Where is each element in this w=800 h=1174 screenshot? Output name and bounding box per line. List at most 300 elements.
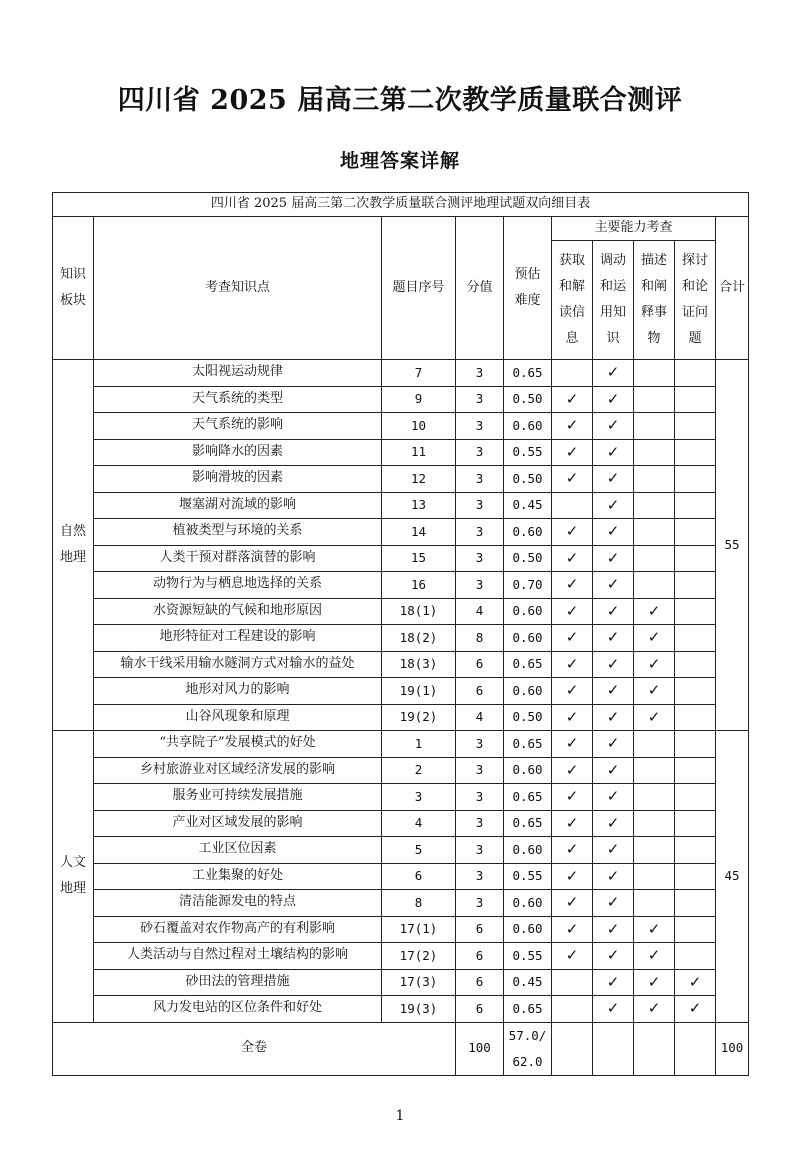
ability-3-cell: [634, 386, 675, 413]
check-mark-icon: ✓: [606, 522, 620, 541]
check-mark-icon: ✓: [565, 389, 579, 408]
knowledge-point: 影响滑坡的因素: [94, 466, 382, 493]
human-total: 45: [716, 731, 749, 1023]
ability-2-cell: [593, 598, 634, 625]
table-row: [53, 413, 749, 440]
score-value: 3: [456, 757, 504, 784]
ability-2-cell: [593, 969, 634, 996]
header-difficulty-text: 预估 难度: [514, 267, 541, 308]
ability-3-cell: [634, 678, 675, 705]
natural-total: 55: [716, 360, 749, 731]
check-mark-icon: ✓: [565, 522, 579, 541]
knowledge-point: 人类干预对群落演替的影响: [94, 545, 382, 572]
check-mark-icon: ✓: [565, 416, 579, 435]
check-mark-icon: ✓: [565, 681, 579, 700]
question-number: 1: [382, 731, 456, 758]
check-mark-icon: ✓: [647, 972, 661, 991]
difficulty-value: 0.45: [504, 492, 552, 519]
score-value: 6: [456, 678, 504, 705]
check-mark-icon: ✓: [606, 654, 620, 673]
check-mark-icon: ✓: [565, 760, 579, 779]
check-mark-icon: ✓: [606, 893, 620, 912]
score-value: 6: [456, 651, 504, 678]
knowledge-point: 堰塞湖对流域的影响: [94, 492, 382, 519]
check-mark-icon: ✓: [647, 919, 661, 938]
ability-1-cell: [552, 598, 593, 625]
ability-4-cell: [675, 969, 716, 996]
difficulty-value: 0.60: [504, 757, 552, 784]
ability-4-cell: [675, 360, 716, 387]
score-value: 6: [456, 916, 504, 943]
header-block: [53, 217, 94, 360]
question-number: 18(1): [382, 598, 456, 625]
table-row: [53, 890, 749, 917]
score-value: 3: [456, 890, 504, 917]
check-mark-icon: ✓: [606, 495, 620, 514]
difficulty-value: 0.50: [504, 545, 552, 572]
question-number: 4: [382, 810, 456, 837]
ability-2-cell: [593, 810, 634, 837]
ability-3-cell: [634, 943, 675, 970]
check-mark-icon: ✓: [565, 866, 579, 885]
ability-3-cell: [634, 731, 675, 758]
ability-3-cell: [634, 863, 675, 890]
table-row: [53, 572, 749, 599]
knowledge-point: 产业对区域发展的影响: [94, 810, 382, 837]
question-number: 11: [382, 439, 456, 466]
check-mark-icon: ✓: [688, 999, 702, 1018]
ability-3-cell: [634, 996, 675, 1023]
ability-3-cell: [634, 704, 675, 731]
score-value: 4: [456, 598, 504, 625]
table-row: [53, 943, 749, 970]
ability-1-cell: [552, 731, 593, 758]
ability-2-cell: [593, 625, 634, 652]
score-value: 3: [456, 784, 504, 811]
difficulty-value: 0.60: [504, 837, 552, 864]
ability-3-cell: [634, 890, 675, 917]
ability-3-cell: [634, 598, 675, 625]
ability-3-cell: [634, 439, 675, 466]
difficulty-value: 0.55: [504, 943, 552, 970]
footer-difficulty: [504, 1022, 552, 1075]
difficulty-value: 0.60: [504, 890, 552, 917]
score-value: 3: [456, 386, 504, 413]
header-question: 题目序号: [382, 217, 456, 360]
table-row: [53, 545, 749, 572]
ability-1-cell: [552, 413, 593, 440]
ability-4-cell: [675, 890, 716, 917]
ability-4-cell: [675, 572, 716, 599]
ability-1-cell: [552, 466, 593, 493]
check-mark-icon: ✓: [606, 548, 620, 567]
ability-4-cell: [675, 916, 716, 943]
knowledge-point: 地形对风力的影响: [94, 678, 382, 705]
ability-3-cell: [634, 810, 675, 837]
check-mark-icon: ✓: [606, 972, 620, 991]
table-row: [53, 651, 749, 678]
ability-1-cell: [552, 784, 593, 811]
table-row: [53, 996, 749, 1023]
ability-3-cell: [634, 519, 675, 546]
header-point: 考查知识点: [94, 217, 382, 360]
question-number: 19(2): [382, 704, 456, 731]
table-row: [53, 784, 749, 811]
check-mark-icon: ✓: [606, 389, 620, 408]
ability-4-cell: [675, 784, 716, 811]
knowledge-point: 清洁能源发电的特点: [94, 890, 382, 917]
ability-1-cell: [552, 651, 593, 678]
header-ability-3: [634, 241, 675, 360]
question-number: 17(2): [382, 943, 456, 970]
question-number: 6: [382, 863, 456, 890]
check-mark-icon: ✓: [565, 893, 579, 912]
check-mark-icon: ✓: [606, 999, 620, 1018]
score-value: 6: [456, 943, 504, 970]
knowledge-point: 水资源短缺的气候和地形原因: [94, 598, 382, 625]
ability-4-cell: [675, 810, 716, 837]
ability-4-cell: [675, 519, 716, 546]
question-number: 19(1): [382, 678, 456, 705]
human-block-label: [53, 731, 94, 1023]
ability-4-cell: [675, 492, 716, 519]
ability-2-cell: [593, 704, 634, 731]
ability-2-cell: [593, 439, 634, 466]
check-mark-icon: ✓: [565, 787, 579, 806]
question-number: 17(3): [382, 969, 456, 996]
ability-4-cell: [675, 731, 716, 758]
footer-total: 100: [716, 1022, 749, 1075]
header-ability-2-text: 调动 和运 用知 识: [599, 253, 626, 346]
ability-1-cell: [552, 757, 593, 784]
ability-4-cell: [675, 386, 716, 413]
score-value: 3: [456, 360, 504, 387]
header-ability-3-text: 描述 和阐 释事 物: [640, 253, 667, 346]
ability-4-cell: [675, 413, 716, 440]
document-title: 四川省 2025 届高三第二次教学质量联合测评: [117, 85, 683, 116]
table-row: [53, 731, 749, 758]
check-mark-icon: ✓: [606, 813, 620, 832]
knowledge-point: 乡村旅游业对区域经济发展的影响: [94, 757, 382, 784]
check-mark-icon: ✓: [647, 654, 661, 673]
score-value: 3: [456, 439, 504, 466]
difficulty-value: 0.65: [504, 810, 552, 837]
document-subtitle: 地理答案详解: [339, 150, 460, 172]
check-mark-icon: ✓: [565, 734, 579, 753]
question-number: 12: [382, 466, 456, 493]
difficulty-value: 0.65: [504, 360, 552, 387]
ability-2-cell: [593, 731, 634, 758]
table-caption: 四川省 2025 届高三第二次教学质量联合测评地理试题双向细目表: [53, 193, 749, 217]
ability-1-cell: [552, 704, 593, 731]
difficulty-value: 0.65: [504, 996, 552, 1023]
table-body: [53, 360, 749, 1023]
human-block-label-text: 人文 地理: [59, 855, 86, 897]
table-row: [53, 519, 749, 546]
table-row: [53, 360, 749, 387]
ability-3-cell: [634, 360, 675, 387]
check-mark-icon: ✓: [647, 628, 661, 647]
ability-4-cell: [675, 466, 716, 493]
header-ability-group: 主要能力考查: [552, 217, 716, 241]
check-mark-icon: ✓: [647, 601, 661, 620]
ability-2-cell: [593, 466, 634, 493]
knowledge-point: 砂石覆盖对农作物高产的有利影响: [94, 916, 382, 943]
ability-2-cell: [593, 386, 634, 413]
check-mark-icon: ✓: [565, 813, 579, 832]
check-mark-icon: ✓: [565, 628, 579, 647]
ability-2-cell: [593, 678, 634, 705]
check-mark-icon: ✓: [606, 760, 620, 779]
question-number: 18(3): [382, 651, 456, 678]
check-mark-icon: ✓: [565, 707, 579, 726]
score-value: 6: [456, 969, 504, 996]
difficulty-value: 0.65: [504, 784, 552, 811]
check-mark-icon: ✓: [606, 575, 620, 594]
ability-1-cell: [552, 943, 593, 970]
knowledge-point: 工业区位因素: [94, 837, 382, 864]
ability-3-cell: [634, 784, 675, 811]
check-mark-icon: ✓: [647, 946, 661, 965]
score-value: 3: [456, 519, 504, 546]
check-mark-icon: ✓: [565, 601, 579, 620]
header-block-text: 知识 板块: [59, 267, 86, 308]
difficulty-value: 0.60: [504, 625, 552, 652]
score-value: 8: [456, 625, 504, 652]
score-value: 3: [456, 545, 504, 572]
difficulty-value: 0.55: [504, 863, 552, 890]
knowledge-point: 工业集聚的好处: [94, 863, 382, 890]
check-mark-icon: ✓: [606, 787, 620, 806]
score-value: 4: [456, 704, 504, 731]
ability-2-cell: [593, 757, 634, 784]
question-number: 2: [382, 757, 456, 784]
question-number: 10: [382, 413, 456, 440]
ability-4-cell: [675, 943, 716, 970]
check-mark-icon: ✓: [606, 628, 620, 647]
difficulty-value: 0.60: [504, 598, 552, 625]
check-mark-icon: ✓: [647, 999, 661, 1018]
natural-block-label-text: 自然 地理: [59, 524, 86, 565]
difficulty-value: 0.50: [504, 466, 552, 493]
header-ability-4-text: 探讨 和论 证问 题: [681, 253, 708, 346]
question-number: 5: [382, 837, 456, 864]
score-value: 6: [456, 996, 504, 1023]
ability-4-cell: [675, 678, 716, 705]
ability-2-cell: [593, 996, 634, 1023]
question-number: 15: [382, 545, 456, 572]
page-number: 1: [395, 1108, 405, 1124]
ability-2-cell: [593, 784, 634, 811]
header-ability-1-text: 获取 和解 读信 息: [558, 253, 585, 346]
check-mark-icon: ✓: [565, 946, 579, 965]
footer-difficulty-text: 57.0/ 62.0: [508, 1027, 547, 1069]
difficulty-value: 0.60: [504, 916, 552, 943]
table-row: [53, 678, 749, 705]
table-row: [53, 466, 749, 493]
header-total: 合计: [716, 217, 749, 360]
question-number: 16: [382, 572, 456, 599]
score-value: 3: [456, 466, 504, 493]
ability-4-cell: [675, 598, 716, 625]
ability-3-cell: [634, 651, 675, 678]
knowledge-point: 山谷风现象和原理: [94, 704, 382, 731]
question-number: 19(3): [382, 996, 456, 1023]
table-row: [53, 810, 749, 837]
ability-2-cell: [593, 651, 634, 678]
difficulty-value: 0.70: [504, 572, 552, 599]
natural-block-label: [53, 360, 94, 731]
knowledge-point: 人类活动与自然过程对土壤结构的影响: [94, 943, 382, 970]
check-mark-icon: ✓: [606, 734, 620, 753]
ability-4-cell: [675, 439, 716, 466]
ability-1-cell: [552, 572, 593, 599]
check-mark-icon: ✓: [606, 866, 620, 885]
check-mark-icon: ✓: [565, 575, 579, 594]
ability-3-cell: [634, 545, 675, 572]
knowledge-point: 太阳视运动规律: [94, 360, 382, 387]
score-value: 3: [456, 731, 504, 758]
ability-2-cell: [593, 492, 634, 519]
footer-ability-4: [675, 1022, 716, 1075]
table-row: [53, 704, 749, 731]
ability-1-cell: [552, 996, 593, 1023]
footer-score: 100: [456, 1022, 504, 1075]
check-mark-icon: ✓: [606, 707, 620, 726]
difficulty-value: 0.65: [504, 651, 552, 678]
question-number: 9: [382, 386, 456, 413]
table-row: [53, 916, 749, 943]
ability-2-cell: [593, 837, 634, 864]
ability-1-cell: [552, 863, 593, 890]
header-ability-4: [675, 241, 716, 360]
ability-3-cell: [634, 492, 675, 519]
check-mark-icon: ✓: [606, 601, 620, 620]
check-mark-icon: ✓: [565, 654, 579, 673]
question-number: 3: [382, 784, 456, 811]
check-mark-icon: ✓: [565, 548, 579, 567]
check-mark-icon: ✓: [606, 919, 620, 938]
ability-3-cell: [634, 572, 675, 599]
question-number: 13: [382, 492, 456, 519]
ability-2-cell: [593, 863, 634, 890]
difficulty-value: 0.50: [504, 704, 552, 731]
table-row: [53, 625, 749, 652]
check-mark-icon: ✓: [606, 469, 620, 488]
ability-4-cell: [675, 757, 716, 784]
ability-4-cell: [675, 704, 716, 731]
footer-label: 全卷: [53, 1022, 456, 1075]
difficulty-value: 0.60: [504, 413, 552, 440]
header-ability-1: [552, 241, 593, 360]
check-mark-icon: ✓: [606, 681, 620, 700]
check-mark-icon: ✓: [606, 840, 620, 859]
difficulty-value: 0.50: [504, 386, 552, 413]
knowledge-point: 服务业可持续发展措施: [94, 784, 382, 811]
knowledge-point: “共享院子”发展模式的好处: [94, 731, 382, 758]
ability-2-cell: [593, 519, 634, 546]
footer-ability-1: [552, 1022, 593, 1075]
footer-ability-3: [634, 1022, 675, 1075]
ability-3-cell: [634, 413, 675, 440]
knowledge-point: 动物行为与栖息地选择的关系: [94, 572, 382, 599]
check-mark-icon: ✓: [606, 416, 620, 435]
ability-3-cell: [634, 625, 675, 652]
ability-1-cell: [552, 360, 593, 387]
check-mark-icon: ✓: [565, 919, 579, 938]
ability-1-cell: [552, 890, 593, 917]
ability-3-cell: [634, 916, 675, 943]
check-mark-icon: ✓: [606, 442, 620, 461]
ability-3-cell: [634, 466, 675, 493]
question-number: 18(2): [382, 625, 456, 652]
ability-1-cell: [552, 492, 593, 519]
knowledge-point: 输水干线采用输水隧洞方式对输水的益处: [94, 651, 382, 678]
table-row: [53, 598, 749, 625]
header-difficulty: [504, 217, 552, 360]
knowledge-point: 天气系统的类型: [94, 386, 382, 413]
ability-2-cell: [593, 890, 634, 917]
table-row: [53, 837, 749, 864]
question-number: 7: [382, 360, 456, 387]
ability-3-cell: [634, 969, 675, 996]
question-number: 8: [382, 890, 456, 917]
ability-1-cell: [552, 386, 593, 413]
knowledge-point: 砂田法的管理措施: [94, 969, 382, 996]
knowledge-point: 地形特征对工程建设的影响: [94, 625, 382, 652]
ability-2-cell: [593, 360, 634, 387]
table-row: [53, 969, 749, 996]
knowledge-point: 植被类型与环境的关系: [94, 519, 382, 546]
check-mark-icon: ✓: [606, 946, 620, 965]
difficulty-value: 0.55: [504, 439, 552, 466]
check-mark-icon: ✓: [688, 972, 702, 991]
ability-1-cell: [552, 916, 593, 943]
ability-3-cell: [634, 757, 675, 784]
score-value: 3: [456, 492, 504, 519]
question-number: 17(1): [382, 916, 456, 943]
ability-2-cell: [593, 545, 634, 572]
footer-ability-2: [593, 1022, 634, 1075]
knowledge-point: 天气系统的影响: [94, 413, 382, 440]
question-number: 14: [382, 519, 456, 546]
ability-1-cell: [552, 439, 593, 466]
ability-4-cell: [675, 625, 716, 652]
score-value: 3: [456, 413, 504, 440]
difficulty-value: 0.45: [504, 969, 552, 996]
check-mark-icon: ✓: [606, 363, 620, 382]
ability-1-cell: [552, 837, 593, 864]
ability-1-cell: [552, 519, 593, 546]
difficulty-value: 0.60: [504, 678, 552, 705]
ability-2-cell: [593, 943, 634, 970]
ability-4-cell: [675, 996, 716, 1023]
difficulty-value: 0.60: [504, 519, 552, 546]
table-row: [53, 492, 749, 519]
table-row: [53, 386, 749, 413]
ability-1-cell: [552, 969, 593, 996]
header-ability-2: [593, 241, 634, 360]
header-score: 分值: [456, 217, 504, 360]
ability-1-cell: [552, 678, 593, 705]
check-mark-icon: ✓: [565, 840, 579, 859]
score-value: 3: [456, 810, 504, 837]
ability-4-cell: [675, 837, 716, 864]
table-row: [53, 757, 749, 784]
check-mark-icon: ✓: [565, 469, 579, 488]
ability-2-cell: [593, 916, 634, 943]
check-mark-icon: ✓: [647, 707, 661, 726]
